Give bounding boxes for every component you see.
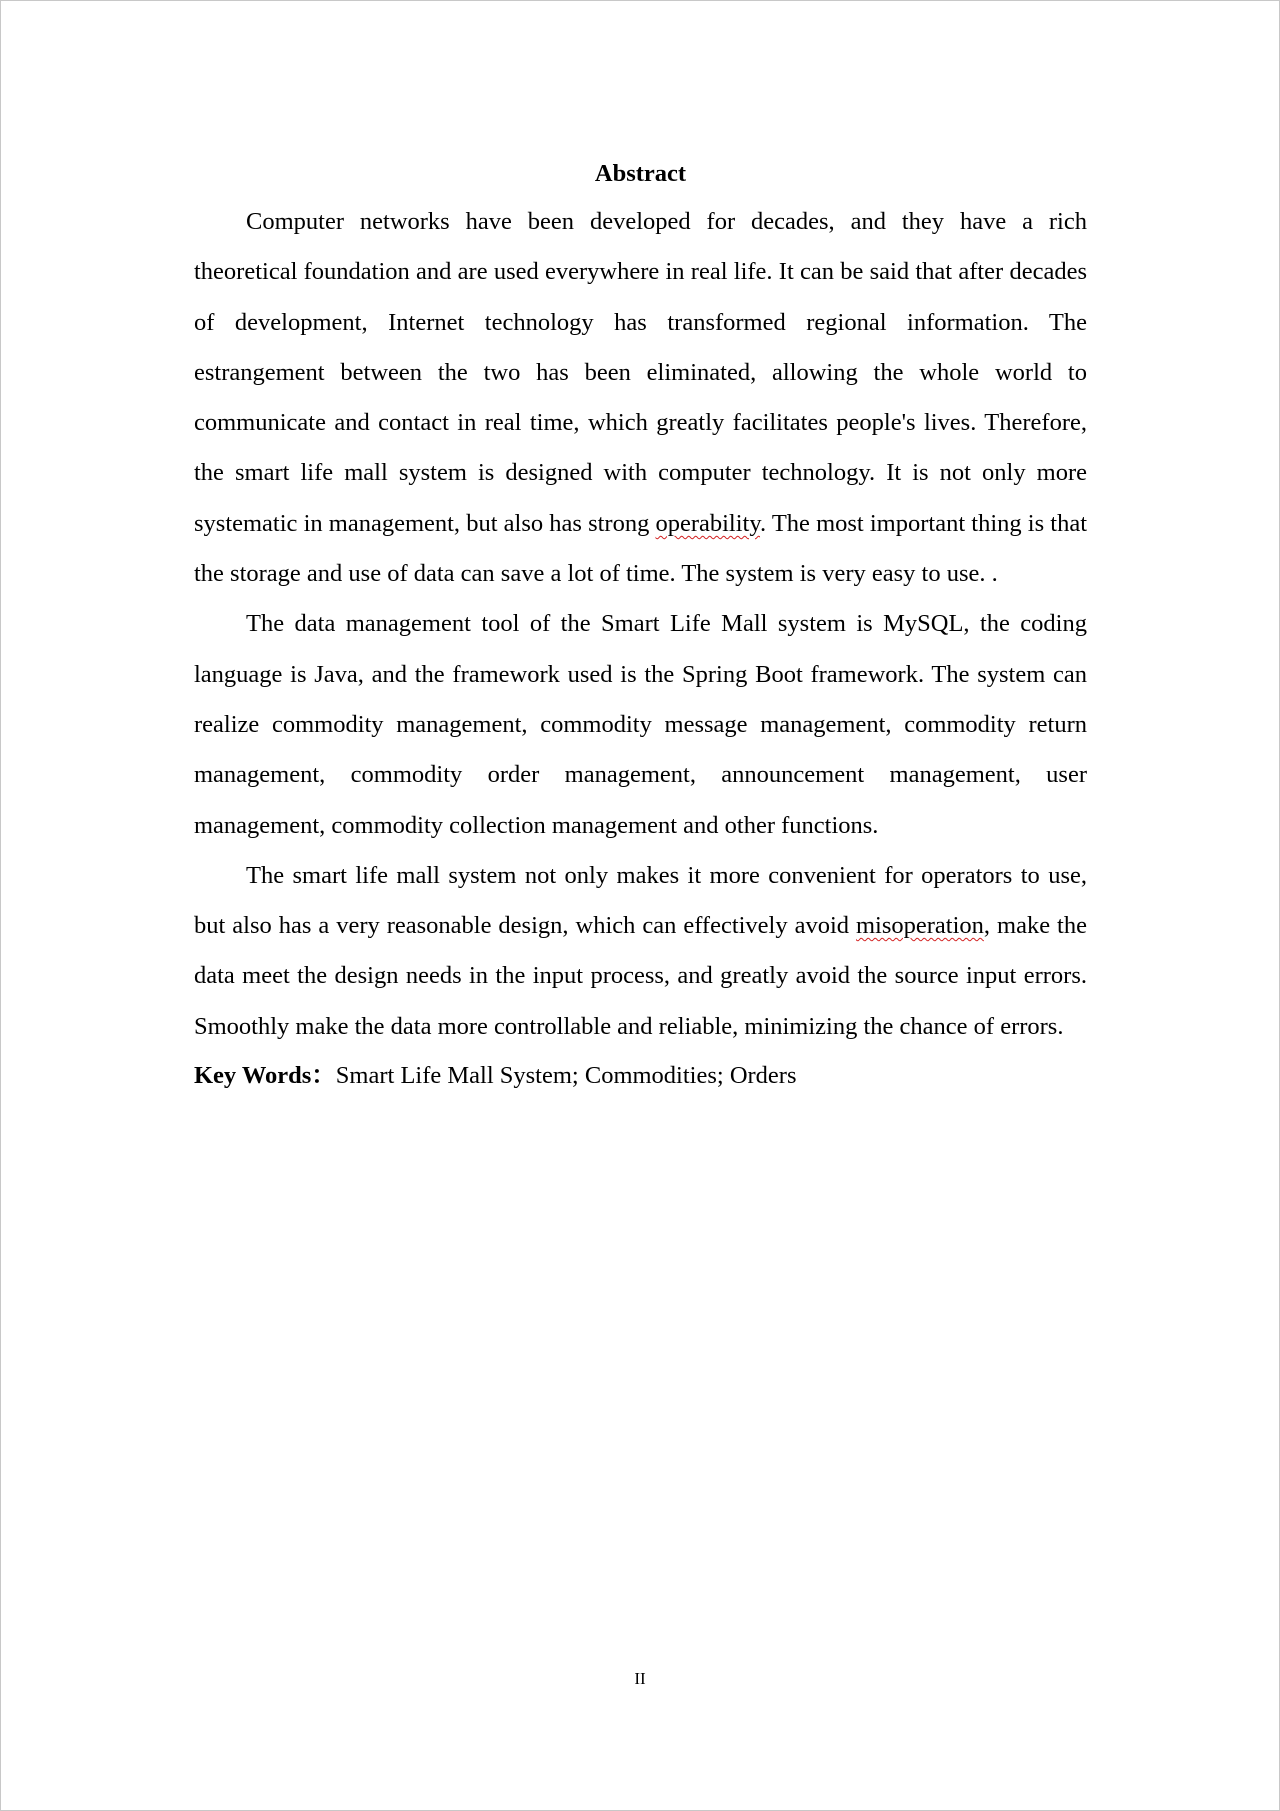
keywords-line xyxy=(194,1052,1087,1100)
paragraph-text: , make the data meet the design needs in the input process, and greatly avoid the source input errors. Smoothly make the data more controllable and reliable, minimizing the chance of errors. xyxy=(194,912,1087,1040)
paragraph-text: Computer networks have been developed for decades, and they have a rich theoretical foundation and are used everywhere in real life. It can be said that after decades of development, Internet technology has transformed regional information. The estrangement between the two has been eliminated, allowing the whole world to communicate and contact in real time, which greatly facilitates people's lives. Therefore, the smart life mall system is designed with computer technology. It is not only more systematic in management, but also has strong xyxy=(194,208,1087,537)
paragraph-text: The smart life mall system not only makes it more convenient for operators to use, but also has a very reasonable design, which can effectively avoid xyxy=(194,861,1087,940)
abstract-title: Abstract xyxy=(594,160,687,187)
abstract-paragraph-1 xyxy=(194,197,1087,599)
abstract-paragraph-3 xyxy=(194,851,1087,1052)
document-body xyxy=(194,151,1087,1100)
keywords-value: Smart Life Mall System; Commodities; Orders xyxy=(335,1062,797,1090)
spellcheck-flagged-word[interactable]: misoperation xyxy=(856,912,984,940)
spellcheck-flagged-word[interactable]: operability xyxy=(655,509,761,537)
page-number: II xyxy=(634,1669,646,1688)
keywords-label: Key Words： xyxy=(194,1062,336,1090)
paragraph-text: . The most important thing is that the storage and use of data can save a lot of time. The system is very easy to use. . xyxy=(194,509,1088,588)
abstract-paragraph-2: The data management tool of the Smart Life Mall system is MySQL, the coding language is Java, and the framework used is the Spring Boot framework. The system can realize commodity management, commodity message management, commodity return management, commodity order management, announcement management, user management, commodity collection management and other functions. xyxy=(194,610,1087,839)
